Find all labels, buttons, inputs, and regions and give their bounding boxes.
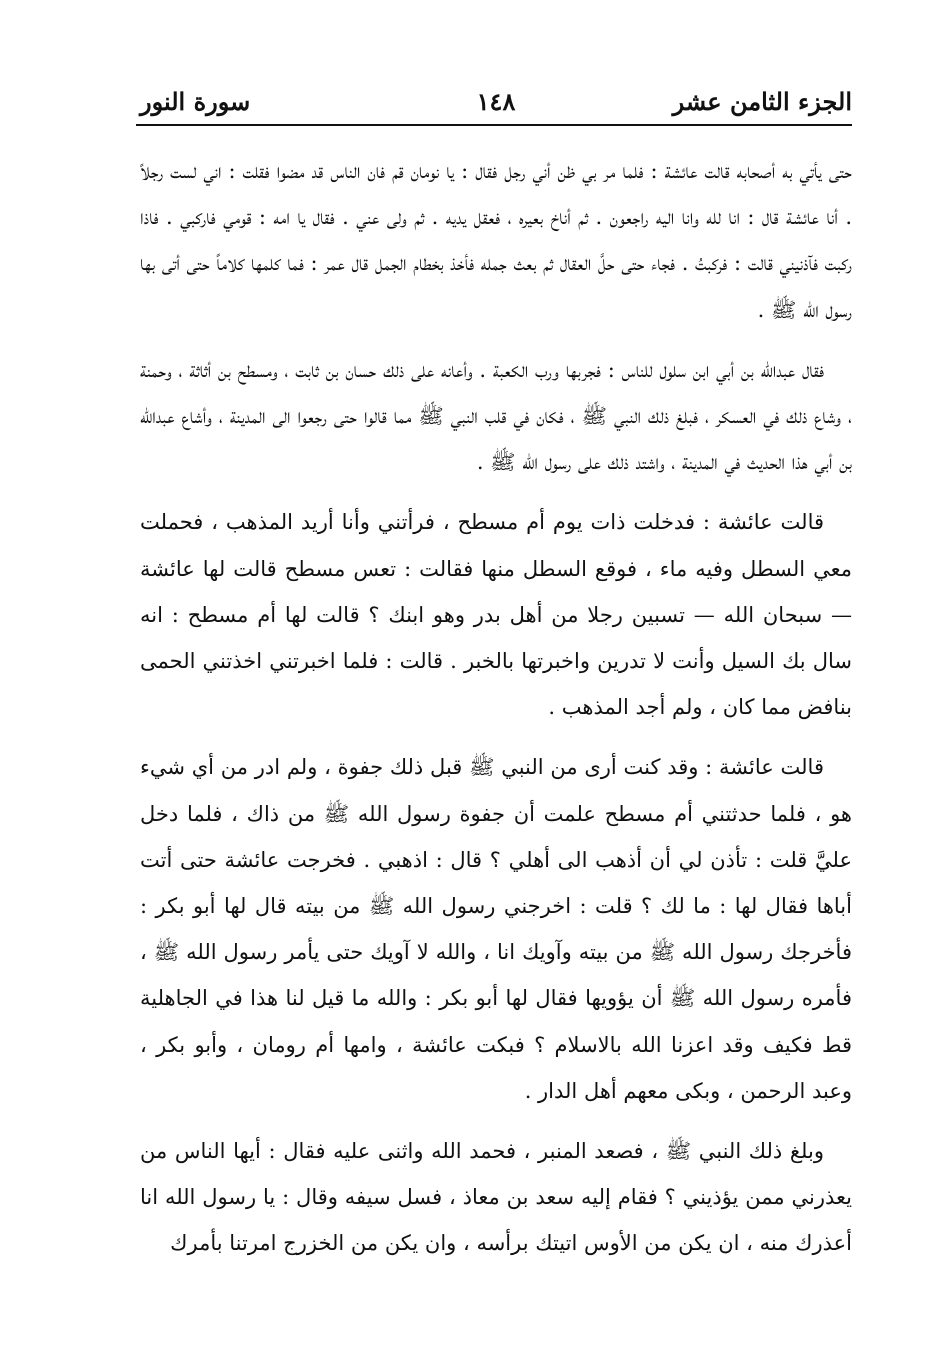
page-header	[140, 84, 852, 124]
header-rule	[136, 124, 852, 126]
body-text	[140, 148, 852, 1281]
paragraph: وبلغ ذلك النبي ﷺ ، فصعد المنبر ، فحمد الله واثنى عليه فقال : أيها الناس من يعذرني ممن يؤذيني ؟ فقام إليه سعد بن معاذ ، فسل سيفه وقال : يا رسول الله انا أعذرك منه ، ان يكن من الأوس اتيتك برأسه ، وان يكن من الخزرج امرتنا بأمرك	[140, 1139, 852, 1256]
page-number: ١٤٨	[476, 87, 516, 116]
paragraph: قالت عائشة : فدخلت ذات يوم أم مسطح ، فرأتني وأنا أريد المذهب ، فحملت معي السطل وفيه ماء ، فوقع السطل منها فقالت : تعس مسطح قالت لها عائشة — سبحان الله — تسبين رجلا من أهل بدر وهو ابنك ؟ قالت لها أم مسطح : انه سال بك السيل وأنت لا تدرين واخبرتها بالخبر . قالت : فلما اخبرتني اخذتني الحمى بنافض مما كان ، ولم أجد المذهب .	[140, 510, 852, 720]
paragraph: فقال عبدالله بن أبي ابن سلول للناس : فجربها ورب الكعبة . وأعانه على ذلك حسان بن ثابت ، ومسطح بن أثاثة ، وحمنة ، وشاع ذلك في العسكر ، فبلغ ذلك النبي ﷺ ، فكان في قلب النبي ﷺ مما قالوا حتى رجعوا الى المدينة ، وأشاع عبدالله بن أبي هذا الحديث في المدينة ، واشتد ذلك على رسول الله ﷺ .	[140, 357, 852, 475]
paragraph: قالت عائشة : وقد كنت أرى من النبي ﷺ قبل ذلك جفوة ، ولم ادر من أي شيء هو ، فلما حدثتني أم مسطح علمت أن جفوة رسول الله ﷺ من ذاك ، فلما دخل عليَّ قلت : تأذن لي أن أذهب الى أهلي ؟ قال : اذهبي . فخرجت عائشة حتى أتت أباها فقال لها : ما لك ؟ قلت : اخرجني رسول الله ﷺ من بيته قال لها أبو بكر : فأخرجك رسول الله ﷺ من بيته وآويك انا ، والله لا آويك حتى يأمر رسول الله ﷺ ، فأمره رسول الله ﷺ أن يؤويها فقال لها أبو بكر : والله ما قيل لنا هذا في الجاهلية قط فكيف وقد اعزنا الله بالاسلام ؟ فبكت عائشة ، وامها أم رومان ، وأبو بكر ، وعبد الرحمن ، وبكى معهم أهل الدار .	[140, 755, 852, 1103]
part-title: الجزء الثامن عشر	[672, 87, 852, 116]
paragraph: حتى يأتي به أصحابه قالت عائشة : فلما مر بي ظن أني رجل فقال : يا نومان قم فان الناس قد مضوا فقلت : اني لست رجلاً . أنا عائشة قال : انا لله وانا اليه راجعون . ثم أناخ بعيره ، فعقل يديه . ثم ولى عني . فقال يا امه : قومي فاركبي . فاذا ركبت فآذنيني قالت : فركبتُ . فجاء حتى حلَّ العقال ثم بعث جمله فأخذ بخطام الجمل قال عمر : فما كلمها كلاماً حتى أتى بها رسول الله ﷺ .	[140, 159, 852, 322]
surah-title: سورة النور	[140, 87, 251, 116]
